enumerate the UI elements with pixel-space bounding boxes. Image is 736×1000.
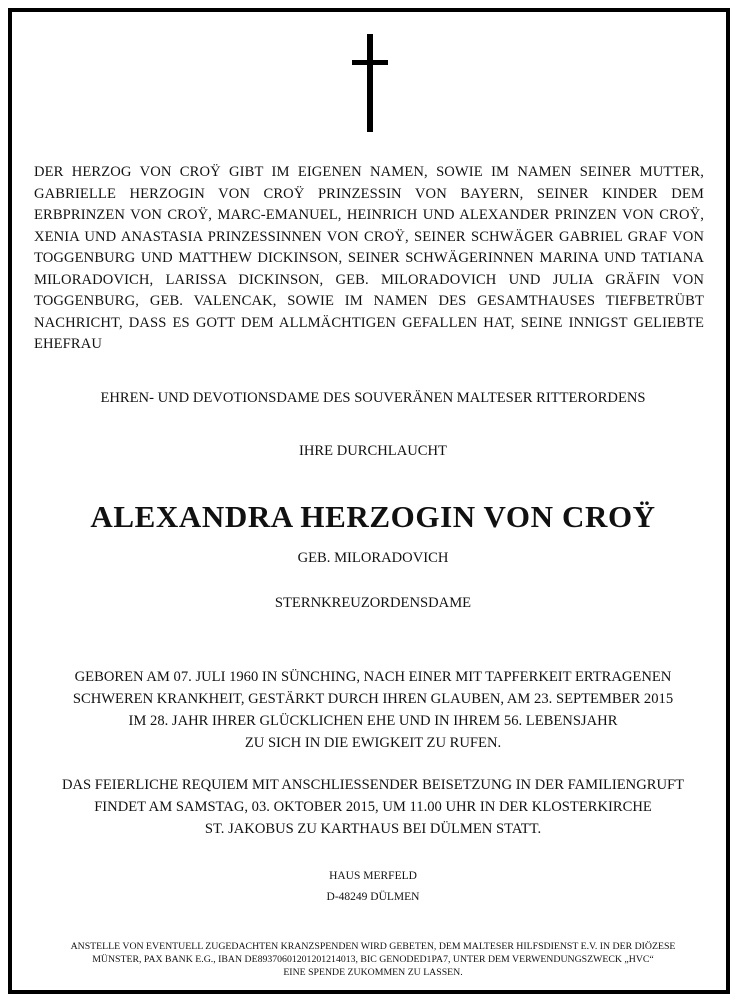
intro-paragraph: DER HERZOG VON CROŸ GIBT IM EIGENEN NAMEN, SOWIE IM NAMEN SEINER MUTTER, GABRIELLE HERZOGIN VON CROŸ PRINZESSIN VON BAYERN, SEINER KINDER DEM ERBPRINZEN VON CROŸ, MARC-EMANUEL, HEINRICH UND ALEXANDER PRINZEN VON CROŸ, XENIA UND ANASTASIA PRINZESSINNEN VON CROŸ, SEINER SCHWÄGER GABRIEL GRAF VON TOGGENBURG UND MATTHEW DICKINSON, SEINER SCHWÄGERINNEN MARINA UND TATIANA MILORADOVICH, LARISSA DICKINSON, GEB. MILORADOVICH UND JULIA GRÄFIN VON TOGGENBURG, GEB. VALENCAK, SOWIE IM NAMEN DES GESAMTHAUSES TIEFBETRÜBT NACHRICHT, DASS ES GOTT DEM ALLMÄCHTIGEN GEFALLEN HAT, SEINE INNIGST GELIEBTE EHEFRAU (34, 164, 704, 352)
death-notice-line: ZU SICH IN DIE EWIGKEIT ZU RUFEN. (244, 735, 502, 751)
address-line: D-48249 DÜLMEN (326, 891, 420, 903)
requiem-line: ST. JAKOBUS ZU KARTHAUS BEI DÜLMEN STATT. (204, 821, 542, 837)
death-notice-line: IM 28. JAHR IHRER GLÜCKLICHEN EHE UND IN IHREM 56. LEBENSJAHR (128, 713, 618, 729)
distinction: STERNKREUZORDENSDAME (274, 595, 472, 611)
order-title: EHREN- UND DEVOTIONSDAME DES SOUVERÄNEN MALTESER RITTERORDENS (100, 390, 646, 406)
requiem-notice (12, 774, 734, 840)
deceased-name: ALEXANDRA HERZOGIN VON CROŸ (90, 499, 656, 534)
notice-frame (8, 8, 730, 994)
donation-line: ANSTELLE VON EVENTUELL ZUGEDACHTEN KRANZSPENDEN WIRD GEBETEN, DEM MALTESER HILFSDIENST E.V. IN DER DIÖZESE (70, 941, 676, 952)
death-notice (12, 666, 734, 754)
requiem-line: DAS FEIERLICHE REQUIEM MIT ANSCHLIESSENDER BEISETZUNG IN DER FAMILIENGRUFT (61, 777, 685, 793)
address (12, 866, 734, 908)
death-notice-line: SCHWEREN KRANKHEIT, GESTÄRKT DURCH IHREN GLAUBEN, AM 23. SEPTEMBER 2015 (72, 691, 674, 707)
maiden-name: GEB. MILORADOVICH (297, 550, 449, 566)
donation-request (12, 940, 734, 979)
address-line: HAUS MERFELD (329, 870, 417, 882)
donation-line: EINE SPENDE ZUKOMMEN ZU LASSEN. (283, 967, 463, 978)
donation-line: MÜNSTER, PAX BANK E.G., IBAN DE89370601201201214013, BIC GENODED1PA7, UNTER DEM VERWENDUNGSZWECK „HVC“ (92, 954, 654, 965)
death-notice-line: GEBOREN AM 07. JULI 1960 IN SÜNCHING, NACH EINER MIT TAPFERKEIT ERTRAGENEN (74, 669, 672, 685)
requiem-line: FINDET AM SAMSTAG, 03. OKTOBER 2015, UM 11.00 UHR IN DER KLOSTERKIRCHE (94, 799, 652, 815)
honorific: IHRE DURCHLAUCHT (299, 443, 447, 459)
cross-icon (352, 34, 388, 132)
